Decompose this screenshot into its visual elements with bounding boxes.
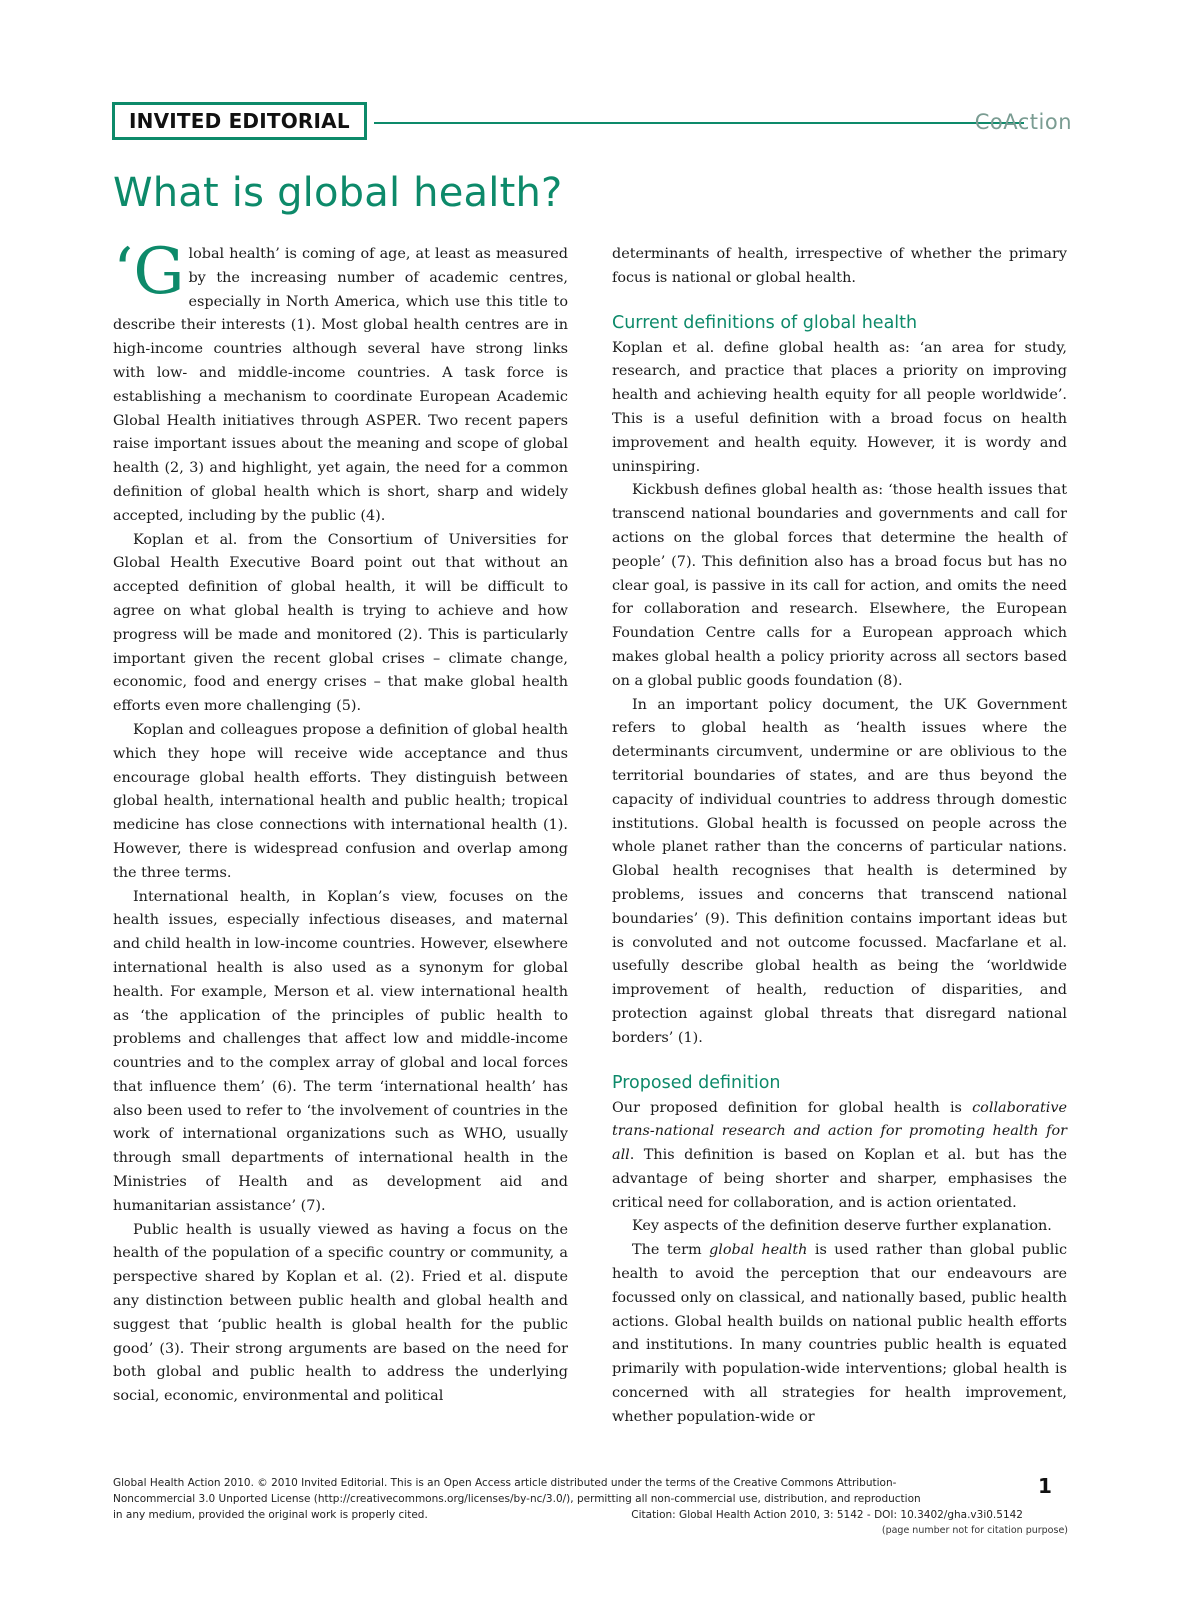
section-heading-current-definitions: Current definitions of global health [612,312,918,333]
paragraph: Our proposed definition for global health is collaborative trans-national research and action for promoting health for all. This definition is based on Koplan et al. but has the advantage of being shorter and sharper, emphasises the critical need for collaboration, and is action orientated. [612,1099,1067,1211]
footer-line [113,1507,1023,1523]
paragraph: Public health is usually viewed as having a focus on the health of the population of a specific country or community, a perspective shared by Koplan et al. (2). Fried et al. dispute any distinction between public health and global health and suggest that ‘public health is global health for the public good’ (3). Their strong arguments are based on the need for both global and public health to address the underlying social, economic, environmental and political [113,1221,568,1405]
footer-text: in any medium, provided the original work is properly cited. [113,1509,428,1521]
article-title: What is global health? [113,170,563,216]
header-rule [374,122,1024,124]
paragraph: International health, in Koplan’s view, focuses on the health issues, especially infectious diseases, and maternal and child health in low-income countries. However, elsewhere international health is also used as a synonym for global health. For example, Merson et al. view international health as ‘the application of the principles of public health to problems and challenges that affect low and middle-income countries and to the complex array of global and local forces that influence them’ (6). The term ‘international health’ has also been used to refer to ‘the involvement of countries in the work of international organizations such as WHO, usually through small departments of international health in the Ministries of Health and as development aid and humanitarian assistance’ (7). [113,888,568,1214]
footer-line: Noncommercial 3.0 Unported License (http://creativecommons.org/licenses/by-nc/3.0/), permitting all non-commercial use, distribution, and reproduction [113,1493,921,1505]
paragraph: Koplan et al. define global health as: ‘an area for study, research, and practice that places a priority on improving health and achieving health equity for all people worldwide’. This is a useful definition with a broad focus on health improvement and health equity. However, it is wordy and uninspiring. [612,339,1067,475]
publisher-logo: CoAction [974,110,1072,134]
emphasis: collaborative trans-national research and action for promoting health for all [612,1099,1067,1164]
paragraph: In an important policy document, the UK Government refers to global health as ‘health issues where the determinants circumvent, undermine or are oblivious to the territorial boundaries of states, and are thus beyond the capacity of individual countries to address through domestic institutions. Global health is focussed on people across the whole planet rather than the concerns of particular nations. Global health recognises that health is determined by problems, issues and concerns that transcend national boundaries’ (9). This definition contains important ideas but is convoluted and not outcome focussed. Macfarlane et al. usefully describe global health as being the ‘worldwide improvement of health, reduction of disparities, and protection against global threats that disregard national borders’ (1). [612,696,1067,1046]
paragraph: Kickbush defines global health as: ‘those health issues that transcend national boundaries and governments and call for actions on the global forces that determine the health of people’ (7). This definition also has a broad focus but has no clear goal, is passive in its call for action, and omits the need for collaboration and research. Elsewhere, the European Foundation Centre calls for a European approach which makes global health a policy priority across all sectors based on a global public goods foundation (8). [612,482,1067,689]
paragraph: Koplan et al. from the Consortium of Universities for Global Health Executive Board point out that without an accepted definition of global health, it will be difficult to agree on what global health is trying to achieve and how progress will be made and monitored (2). This is particularly important given the recent global crises – climate change, economic, food and energy crises – that make global health efforts even more challenging (5). [113,531,568,715]
editorial-header [112,102,1072,146]
citation: Citation: Global Health Action 2010, 3: 5142 - DOI: 10.3402/gha.v3i0.5142 [631,1509,1023,1521]
section-heading-proposed-definition: Proposed definition [612,1072,781,1093]
paragraph: Key aspects of the definition deserve further explanation. [632,1218,1052,1235]
drop-cap: ‘G [113,235,185,309]
page-number-note: (page number not for citation purpose) [881,1525,1068,1536]
footer-line: Global Health Action 2010. © 2010 Invited Editorial. This is an Open Access article distributed under the terms of the Creative Commons Attribution- [113,1477,897,1489]
page-number: 1 [1038,1474,1052,1498]
right-column [612,243,1067,1430]
paragraph: Koplan and colleagues propose a definition of global health which they hope will receive wide acceptance and thus encourage global health efforts. They distinguish between global health, international health and public health; tropical medicine has close connections with international health (1). However, there is widespread confusion and overlap among the three terms. [113,721,568,881]
emphasis: global health [709,1242,808,1259]
license-footer [113,1475,1023,1523]
paragraph: The term global health is used rather than global public health to avoid the perception that our endeavours are focussed only on classical, and nationally based, public health actions. Global health builds on national public health efforts and institutions. In many countries public health is equated primarily with population-wide interventions; global health is concerned with all strategies for health improvement, whether population-wide or [612,1242,1068,1425]
paragraph: determinants of health, irrespective of whether the primary focus is national or global health. [612,246,1067,286]
article-type-badge: INVITED EDITORIAL [112,102,367,140]
paragraph: ‘Global health’ is coming of age, at least as measured by the increasing number of academic centres, especially in North America, which use this title to describe their interests (1). Most global health centres are in high-income countries although several have strong links with low- and middle-income countries. A task force is establishing a mechanism to coordinate European Academic Global Health initiatives through ASPER. Two recent papers raise important issues about the meaning and scope of global health (2, 3) and highlight, yet again, the need for a common definition of global health which is short, sharp and widely accepted, including by the public (4). [113,235,568,524]
left-column [113,235,568,1409]
